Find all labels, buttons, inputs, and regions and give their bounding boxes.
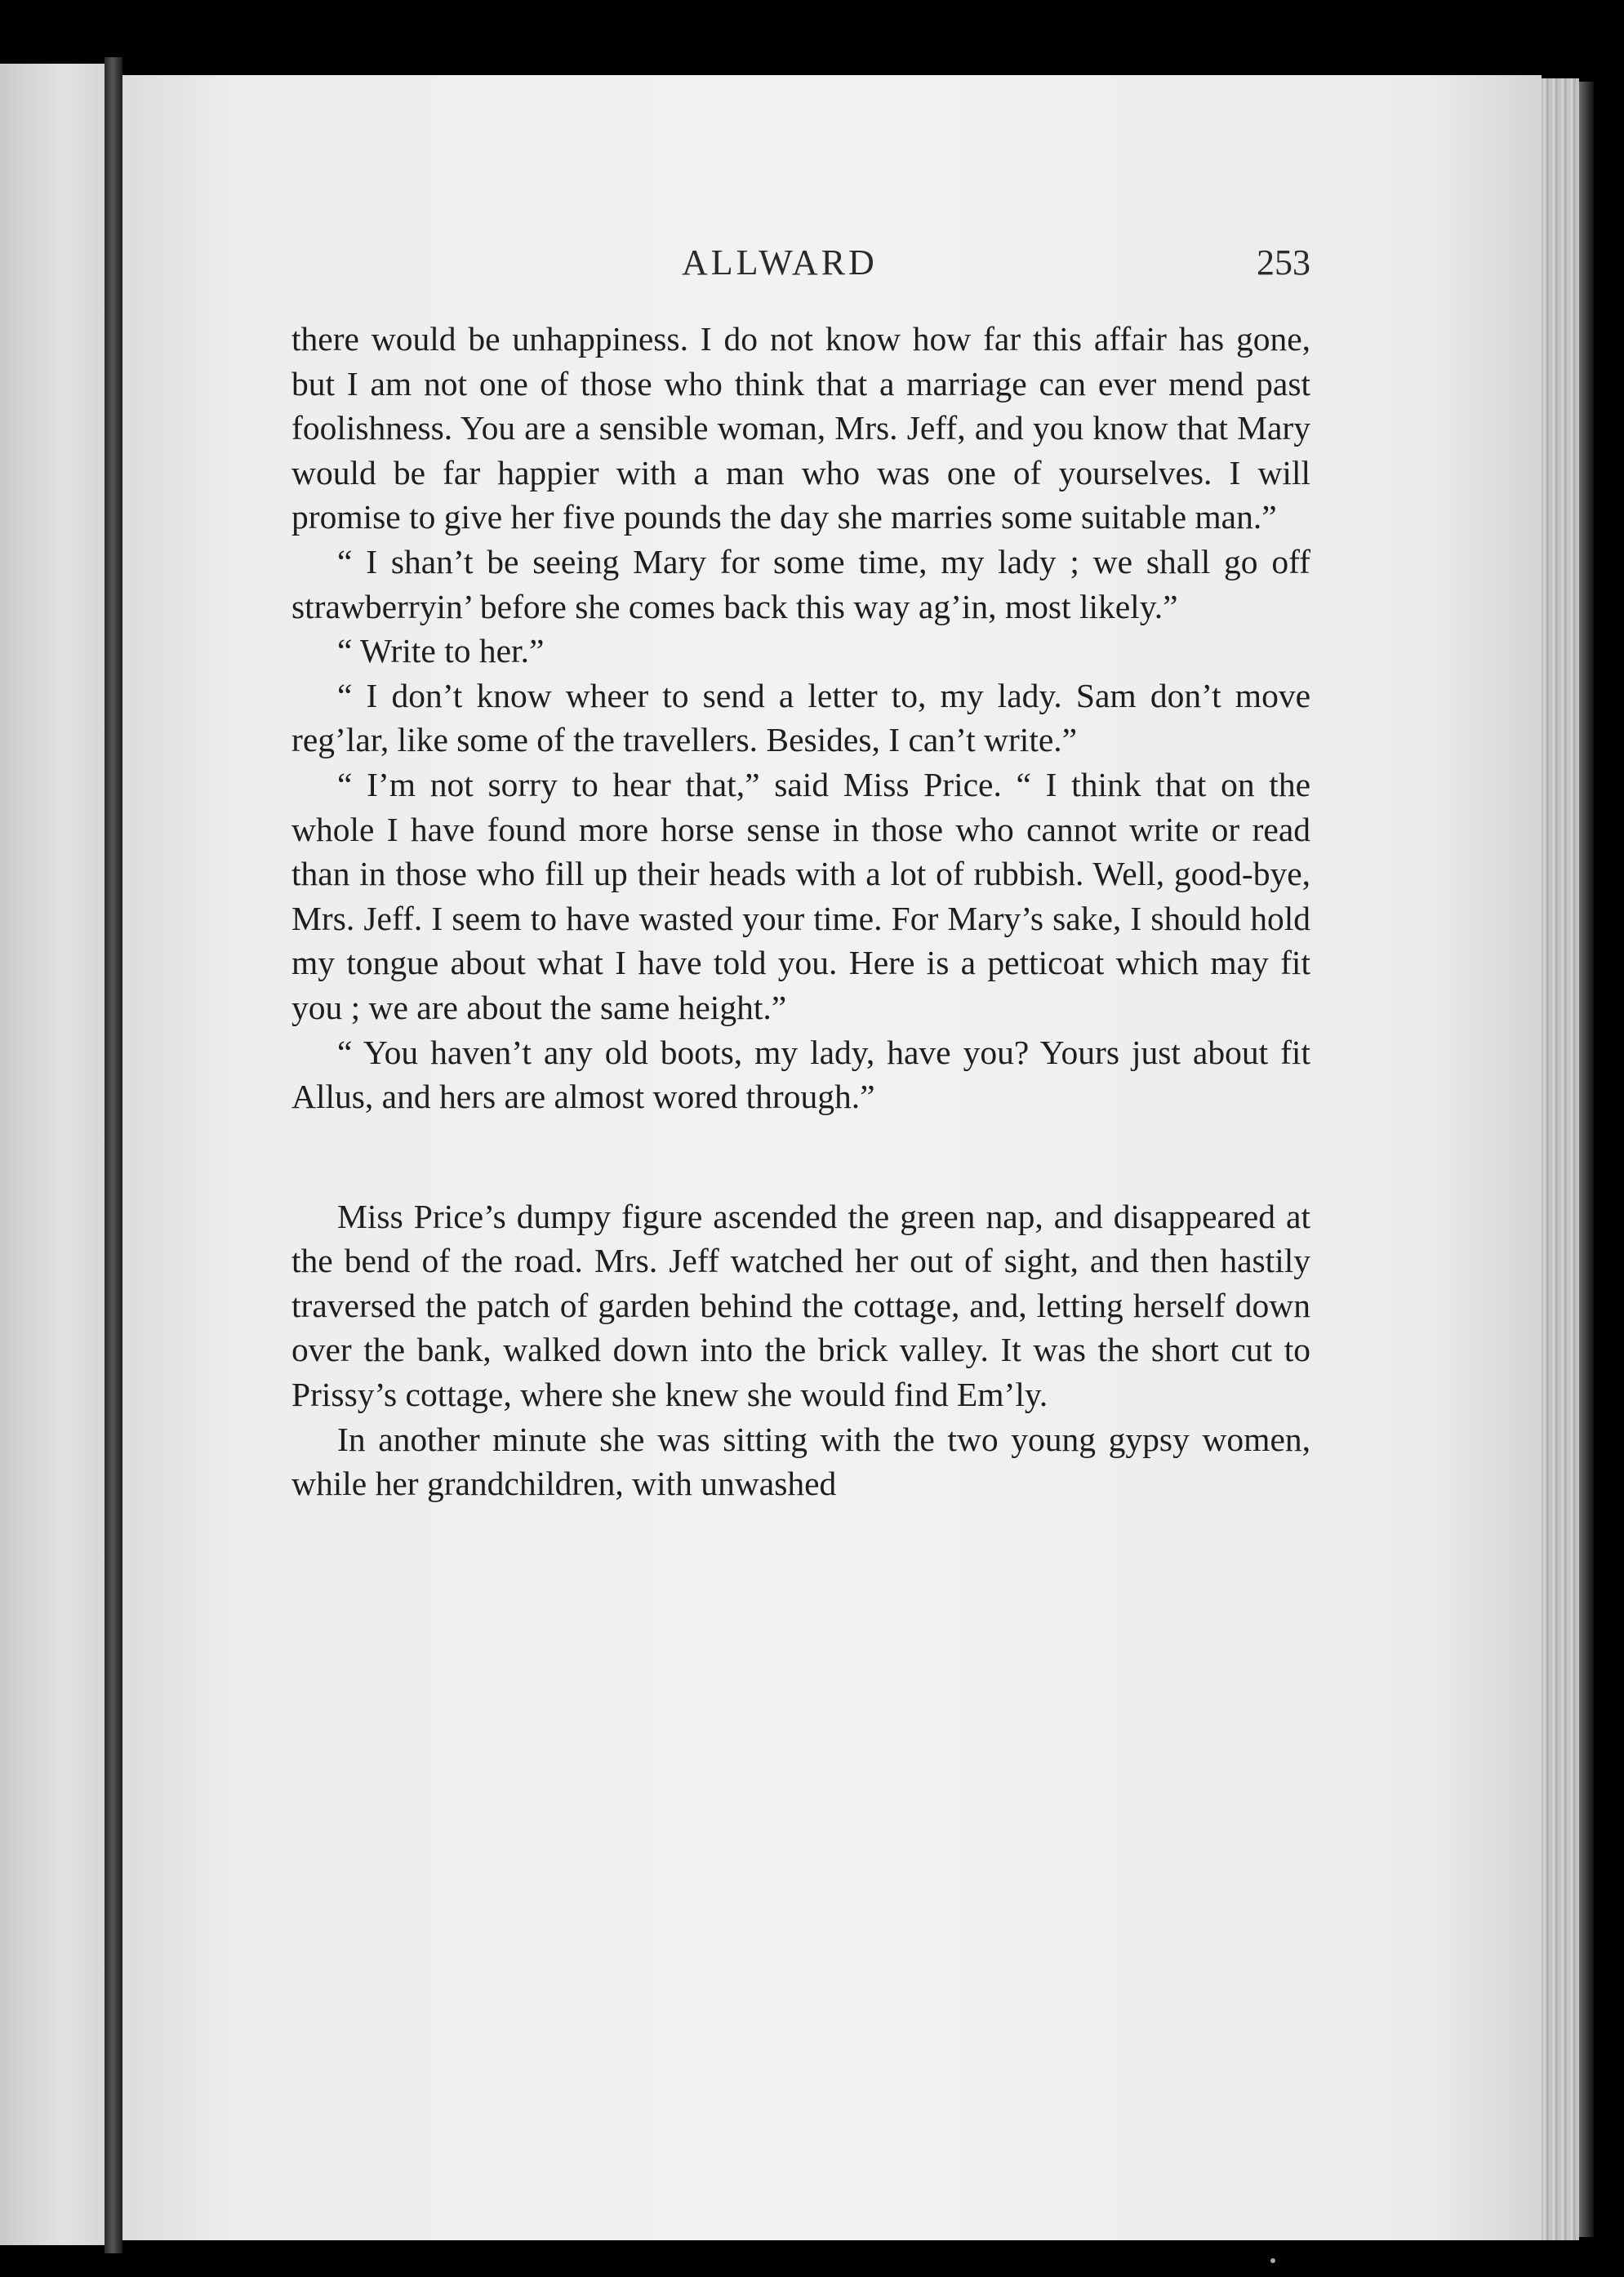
paragraph: there would be unhappiness. I do not know how far this affair has gone, but I am not one of those who think that a marriage can ever mend past foolishness. You are a sensible woman, Mrs. Jeff, and you know that Mary would be far happier with a man who was one of yourselves. I will promise to give her five pounds the day she marries some suitable man.”	[291, 320, 1310, 536]
running-head: ALLWARD	[682, 242, 878, 282]
body-text	[291, 317, 1310, 1506]
paragraph: “ You haven’t any old boots, my lady, have you? Yours just about fit Allus, and hers are almost wored through.”	[291, 1033, 1310, 1116]
page-number: 253	[1257, 242, 1310, 282]
paragraph: In another minute she was sitting with the two young gypsy women, while her grandchildren, with unwashed	[291, 1420, 1310, 1503]
page-stack-edges	[1542, 78, 1579, 2240]
scan-speck	[1270, 2258, 1275, 2263]
book-gutter	[105, 57, 122, 2253]
page-edge-shadow	[1579, 82, 1594, 2237]
page-header	[291, 237, 1310, 289]
paragraph: “ I don’t know wheer to send a letter to, my lady. Sam don’t move reg’lar, like some of the travellers. Besides, I can’t write.”	[291, 676, 1310, 759]
paragraph: “ I shan’t be seeing Mary for some time, my lady ; we shall go off strawberryin’ before she comes back this way ag’in, most likely.”	[291, 542, 1310, 625]
paragraph: “ I’m not sorry to hear that,” said Miss Price. “ I think that on the whole I have found more horse sense in those who cannot write or read than in those who fill up their heads with a lot of rubbish. Well, good-bye, Mrs. Jeff. I seem to have wasted your time. For Mary’s sake, I should hold my tongue about what I have told you. Here is a petticoat which may fit you ; we are about the same height.”	[291, 765, 1310, 1026]
left-page-edge	[0, 64, 105, 2245]
paragraph: “ Write to her.”	[337, 632, 545, 670]
paragraph: Miss Price’s dumpy figure ascended the green nap, and disappeared at the bend of the road. Mrs. Jeff watched her out of sight, and then hastily traversed the patch of garden behind the cottage, and, letting herself down over the bank, walked down into the brick valley. It was the short cut to Prissy’s cottage, where she knew she would find Em’ly.	[291, 1197, 1310, 1414]
